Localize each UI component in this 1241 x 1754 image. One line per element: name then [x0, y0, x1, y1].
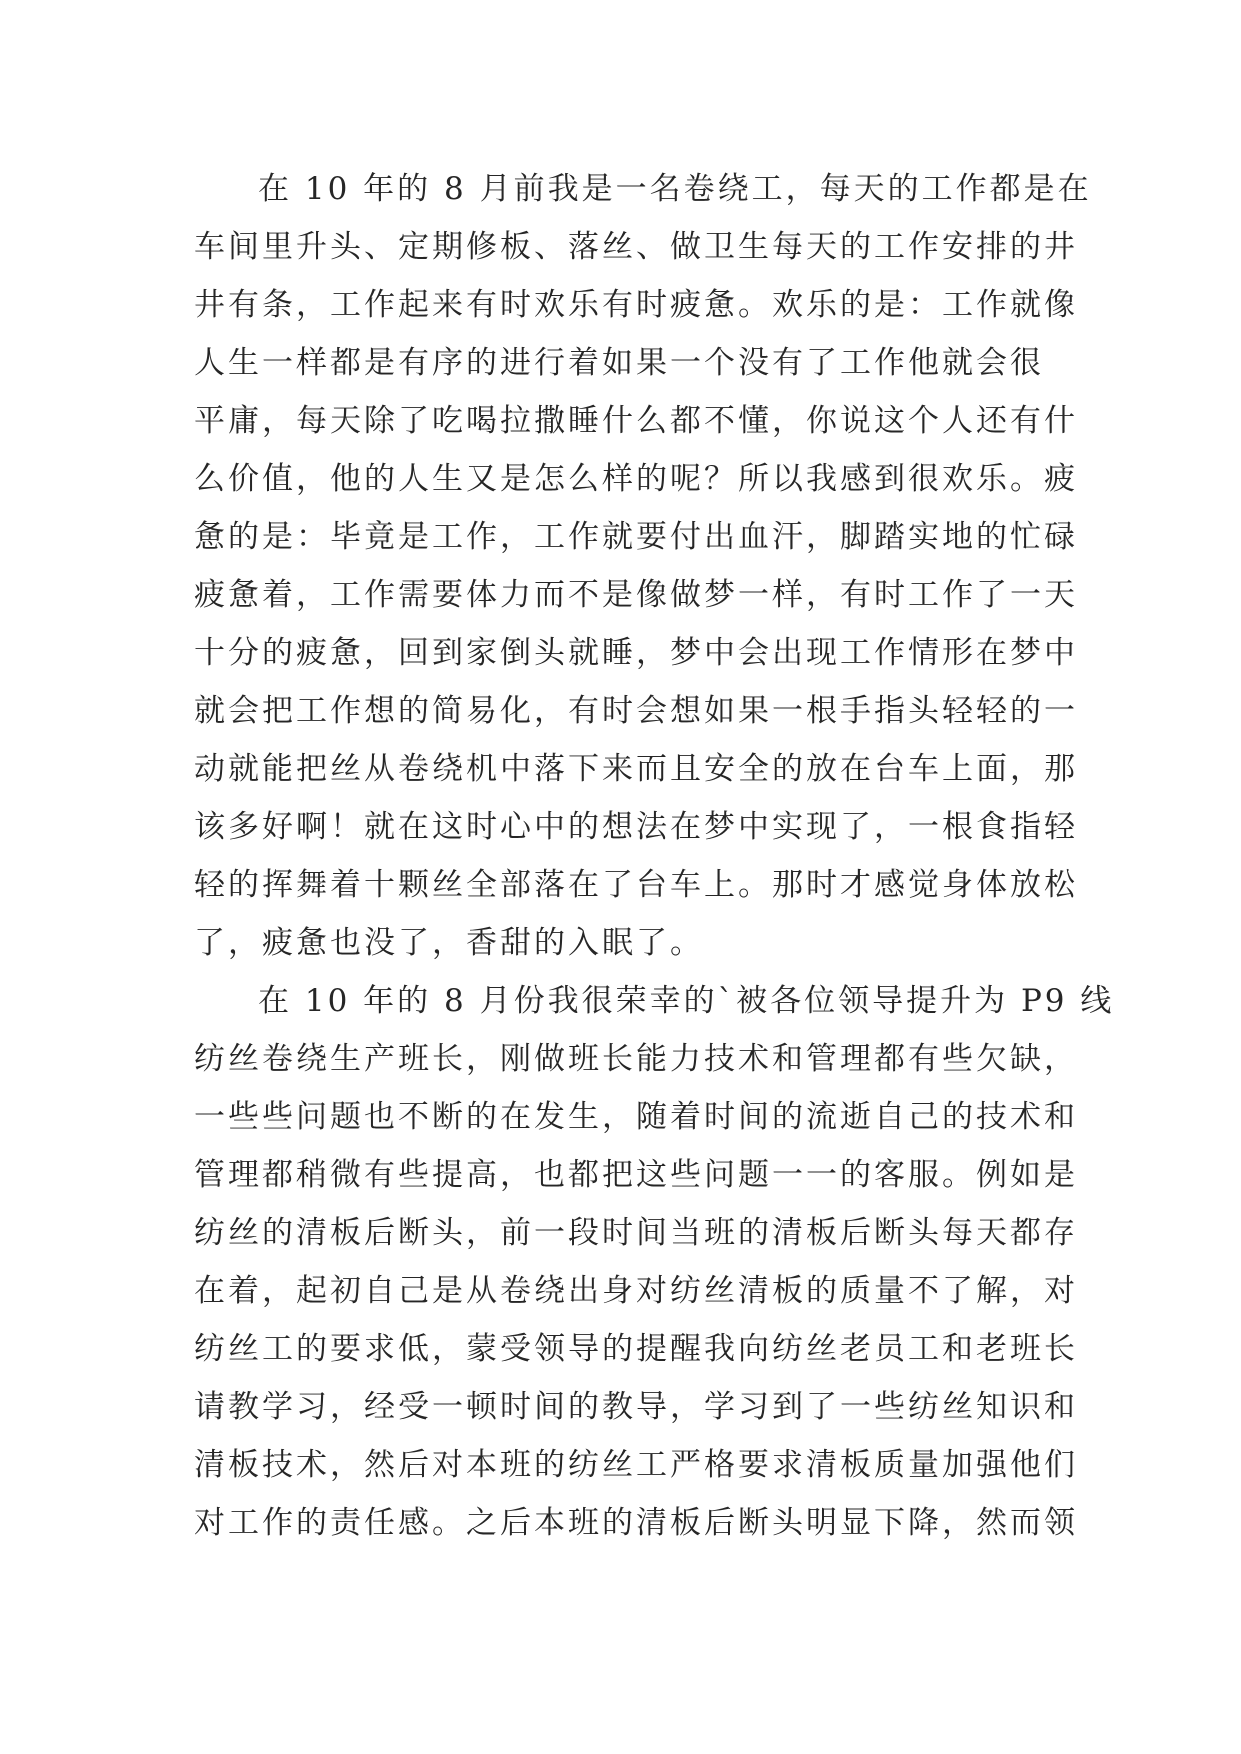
text-line: 十分的疲惫，回到家倒头就睡，梦中会出现工作情形在梦中 — [194, 635, 1078, 671]
text-line: 轻的挥舞着十颗丝全部落在了台车上。那时才感觉身体放松 — [194, 867, 1078, 903]
paragraph-2 — [194, 972, 1115, 1552]
document-body — [194, 160, 1115, 1552]
text-line: 人生一样都是有序的进行着如果一个没有了工作他就会很 — [194, 345, 1044, 381]
text-line: 请教学习，经受一顿时间的教导，学习到了一些纺丝知识和 — [194, 1389, 1078, 1425]
text-line: 就会把工作想的简易化，有时会想如果一根手指头轻轻的一 — [194, 693, 1078, 729]
text-line: 纺丝卷绕生产班长，刚做班长能力技术和管理都有些欠缺， — [194, 1041, 1078, 1077]
paragraph-1 — [194, 160, 1092, 972]
text-line: 在着，起初自己是从卷绕出身对纺丝清板的质量不了解，对 — [194, 1273, 1078, 1309]
text-line: 纺丝工的要求低，蒙受领导的提醒我向纺丝老员工和老班长 — [194, 1331, 1078, 1367]
text-line: 管理都稍微有些提高，也都把这些问题一一的客服。例如是 — [194, 1157, 1078, 1193]
text-line: 车间里升头、定期修板、落丝、做卫生每天的工作安排的井 — [194, 229, 1078, 265]
text-line: 动就能把丝从卷绕机中落下来而且安全的放在台车上面，那 — [194, 751, 1078, 787]
text-line: 该多好啊！就在这时心中的想法在梦中实现了，一根食指轻 — [194, 809, 1078, 845]
text-line: 井有条，工作起来有时欢乐有时疲惫。欢乐的是：工作就像 — [194, 287, 1078, 323]
text-line: 了，疲惫也没了，香甜的入眠了。 — [194, 925, 704, 961]
text-line: 惫的是：毕竟是工作，工作就要付出血汗，脚踏实地的忙碌 — [194, 519, 1078, 555]
text-line: 纺丝的清板后断头，前一段时间当班的清板后断头每天都存 — [194, 1215, 1078, 1251]
text-line: 对工作的责任感。之后本班的清板后断头明显下降，然而领 — [194, 1505, 1078, 1541]
text-line: 在 10 年的 8 月前我是一名卷绕工，每天的工作都是在 — [258, 171, 1092, 207]
text-line: 一些些问题也不断的在发生，随着时间的流逝自己的技术和 — [194, 1099, 1078, 1135]
text-line: 在 10 年的 8 月份我很荣幸的`被各位领导提升为 P9 线 — [258, 983, 1115, 1019]
text-line: 平庸，每天除了吃喝拉撒睡什么都不懂，你说这个人还有什 — [194, 403, 1078, 439]
text-line: 么价值，他的人生又是怎么样的呢？所以我感到很欢乐。疲 — [194, 461, 1078, 497]
text-line: 清板技术，然后对本班的纺丝工严格要求清板质量加强他们 — [194, 1447, 1078, 1483]
text-line: 疲惫着，工作需要体力而不是像做梦一样，有时工作了一天 — [194, 577, 1078, 613]
